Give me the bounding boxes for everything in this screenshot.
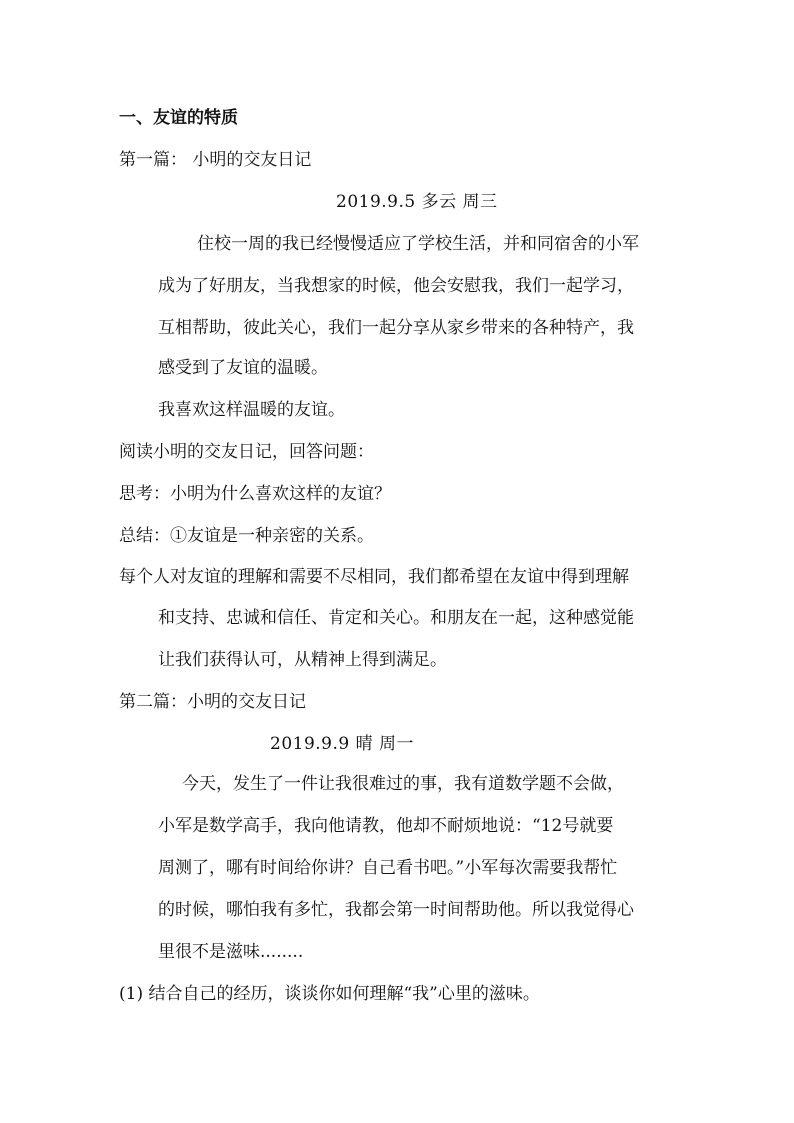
explanation-line: 让我们获得认可，从精神上得到满足。: [158, 650, 447, 670]
diary-two-line: 周测了，哪有时间给你讲？自己看书吧。”小军每次需要我帮忙: [158, 858, 618, 878]
diary-two-date: 2019.9.9 晴 周一: [270, 734, 415, 754]
diary-two-title: 第二篇：小明的交友日记: [119, 692, 306, 712]
think-question: 思考：小明为什么喜欢这样的友谊？: [119, 484, 391, 504]
diary-one-date: 2019.9.5 多云 周三: [336, 192, 498, 212]
diary-one-title: 第一篇： 小明的交友日记: [119, 150, 312, 170]
diary-one-line: 住校一周的我已经慢慢适应了学校生活，并和同宿舍的小军: [197, 234, 639, 254]
summary-point: 总结：①友谊是一种亲密的关系。: [119, 526, 374, 546]
reading-instruction: 阅读小明的交友日记，回答问题：: [119, 442, 374, 462]
section-heading: 一、友谊的特质: [119, 108, 238, 128]
diary-one-line: 感受到了友谊的温暖。: [158, 358, 328, 378]
explanation-line: 每个人对友谊的理解和需要不尽相同，我们都希望在友谊中得到理解: [119, 567, 629, 587]
diary-two-line: 里很不是滋味........: [158, 942, 304, 962]
diary-two-line: 小军是数学高手，我向他请教，他却不耐烦地说：“12号就要: [158, 816, 614, 836]
diary-one-closing: 我喜欢这样温暖的友谊。: [158, 400, 345, 420]
diary-one-line: 成为了好朋友，当我想家的时候，他会安慰我，我们一起学习，: [158, 276, 634, 296]
question-one: (1) 结合自己的经历，谈谈你如何理解“我”心里的滋味。: [119, 984, 540, 1004]
diary-one-line: 互相帮助，彼此关心，我们一起分享从家乡带来的各种特产，我: [158, 318, 634, 338]
diary-two-line: 今天，发生了一件让我很难过的事，我有道数学题不会做，: [182, 774, 624, 794]
explanation-line: 和支持、忠诚和信任、肯定和关心。和朋友在一起，这种感觉能: [158, 608, 634, 628]
diary-two-line: 的时候，哪怕我有多忙，我都会第一时间帮助他。所以我觉得心: [158, 900, 634, 920]
